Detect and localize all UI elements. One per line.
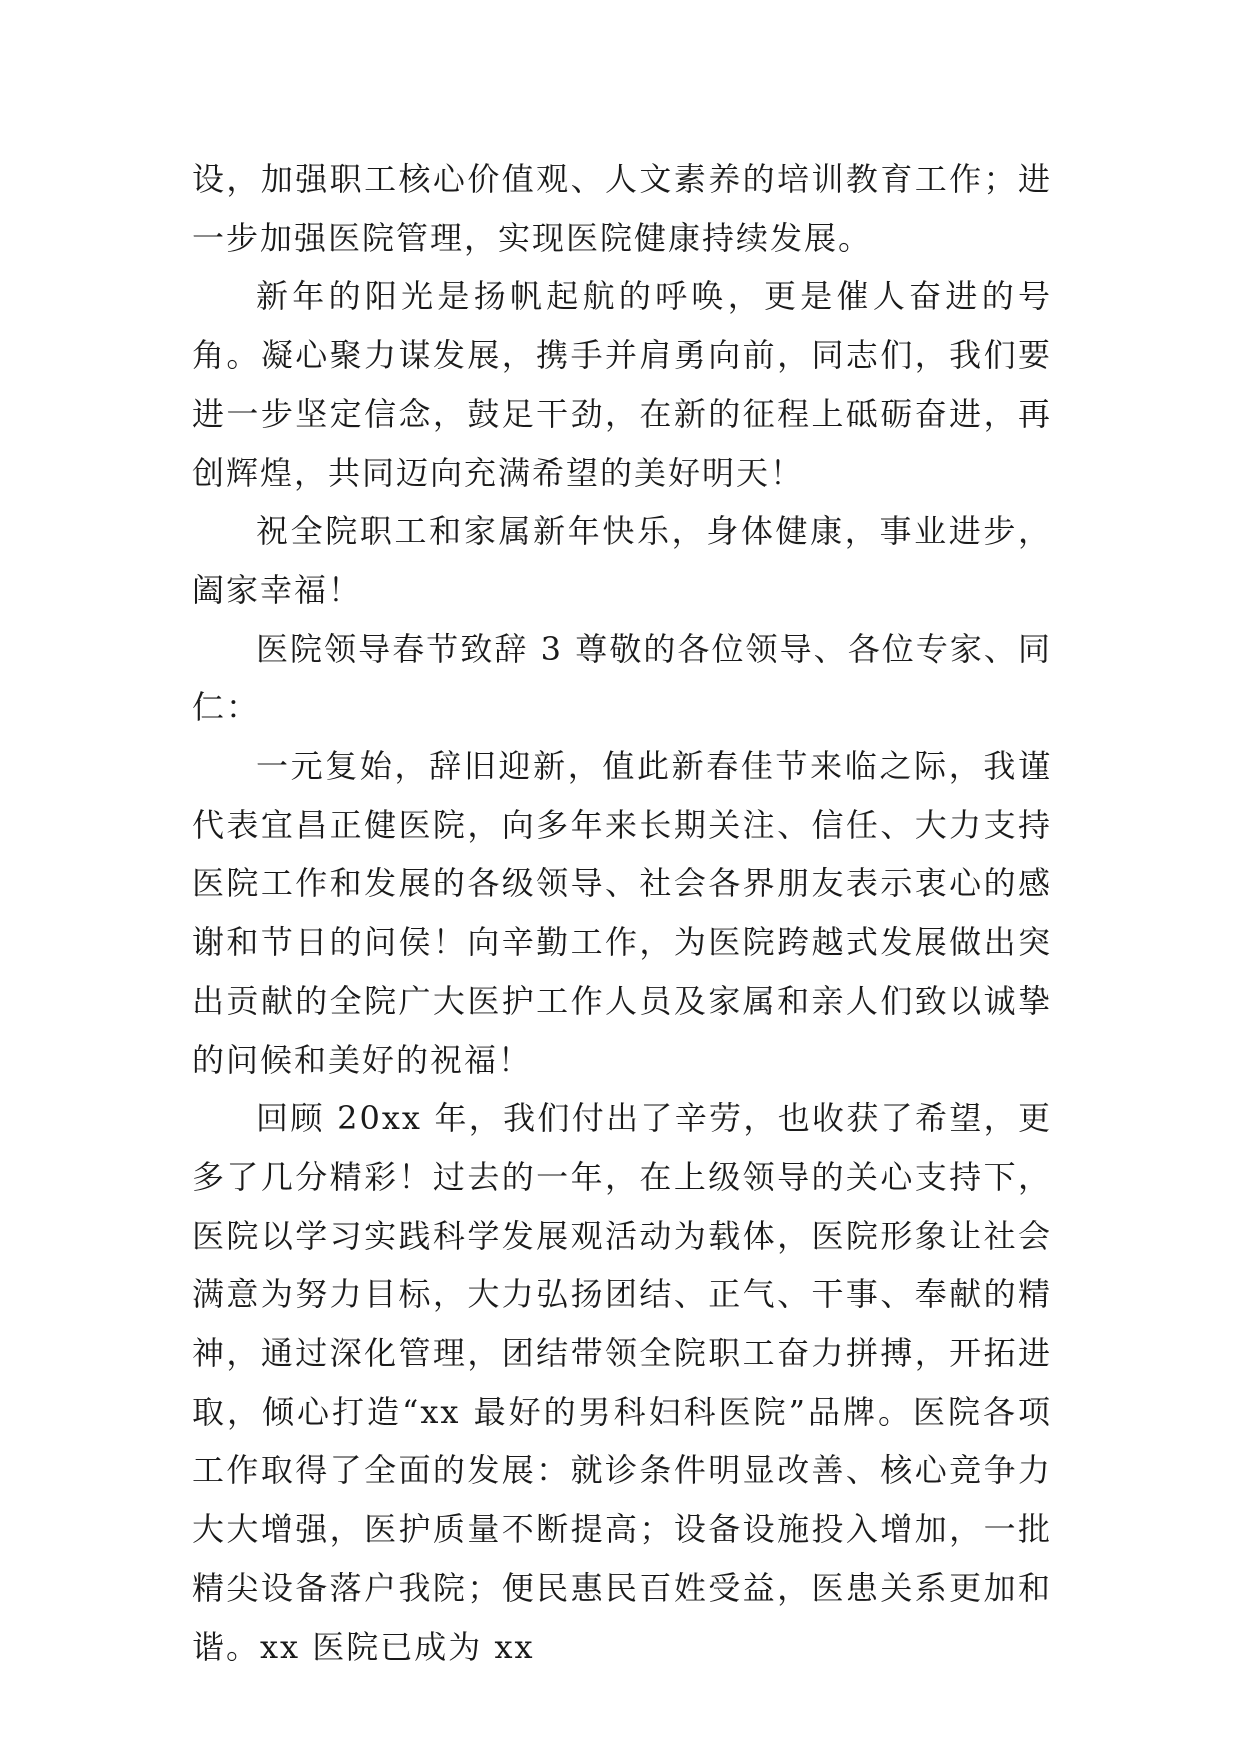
- paragraph-3: 祝全院职工和家属新年快乐，身体健康，事业进步，阖家幸福！: [192, 512, 1052, 609]
- document-body: [192, 150, 1052, 1676]
- paragraph-4: 医院领导春节致辞 3 尊敬的各位领导、各位专家、同仁：: [192, 629, 1052, 727]
- paragraph-6: 回顾 20xx 年，我们付出了辛劳，也收获了希望，更多了几分精彩！过去的一年，在上级领导的关心支持下，医院以学习实践科学发展观活动为载体，医院形象让社会满意为努力目标，大力弘扬团结、正气、干事、奉献的精神，通过深化管理，团结带领全院职工奋力拼搏，开拓进取，倾心打造“xx 最好的男科妇科医院”品牌。医院各项工作取得了全面的发展：就诊条件明显改善、核心竞争力大大增强，医护质量不断提高；设备设施投入增加，一批精尖设备落户我院；便民惠民百姓受益，医患关系更加和谐。xx 医院已成为 xx: [192, 1099, 1052, 1666]
- paragraph-5: 一元复始，辞旧迎新，值此新春佳节来临之际，我谨代表宜昌正健医院，向多年来长期关注、信任、大力支持医院工作和发展的各级领导、社会各界朋友表示衷心的感谢和节日的问侯！向辛勤工作，为医院跨越式发展做出突出贡献的全院广大医护工作人员及家属和亲人们致以诚挚的问候和美好的祝福！: [192, 747, 1052, 1079]
- paragraph-1: 设，加强职工核心价值观、人文素养的培训教育工作；进一步加强医院管理，实现医院健康持续发展。: [192, 160, 1052, 257]
- paragraph-2: 新年的阳光是扬帆起航的呼唤，更是催人奋进的号角。凝心聚力谋发展，携手并肩勇向前，同志们，我们要进一步坚定信念，鼓足干劲，在新的征程上砥砺奋进，再创辉煌，共同迈向充满希望的美好明天！: [192, 277, 1052, 492]
